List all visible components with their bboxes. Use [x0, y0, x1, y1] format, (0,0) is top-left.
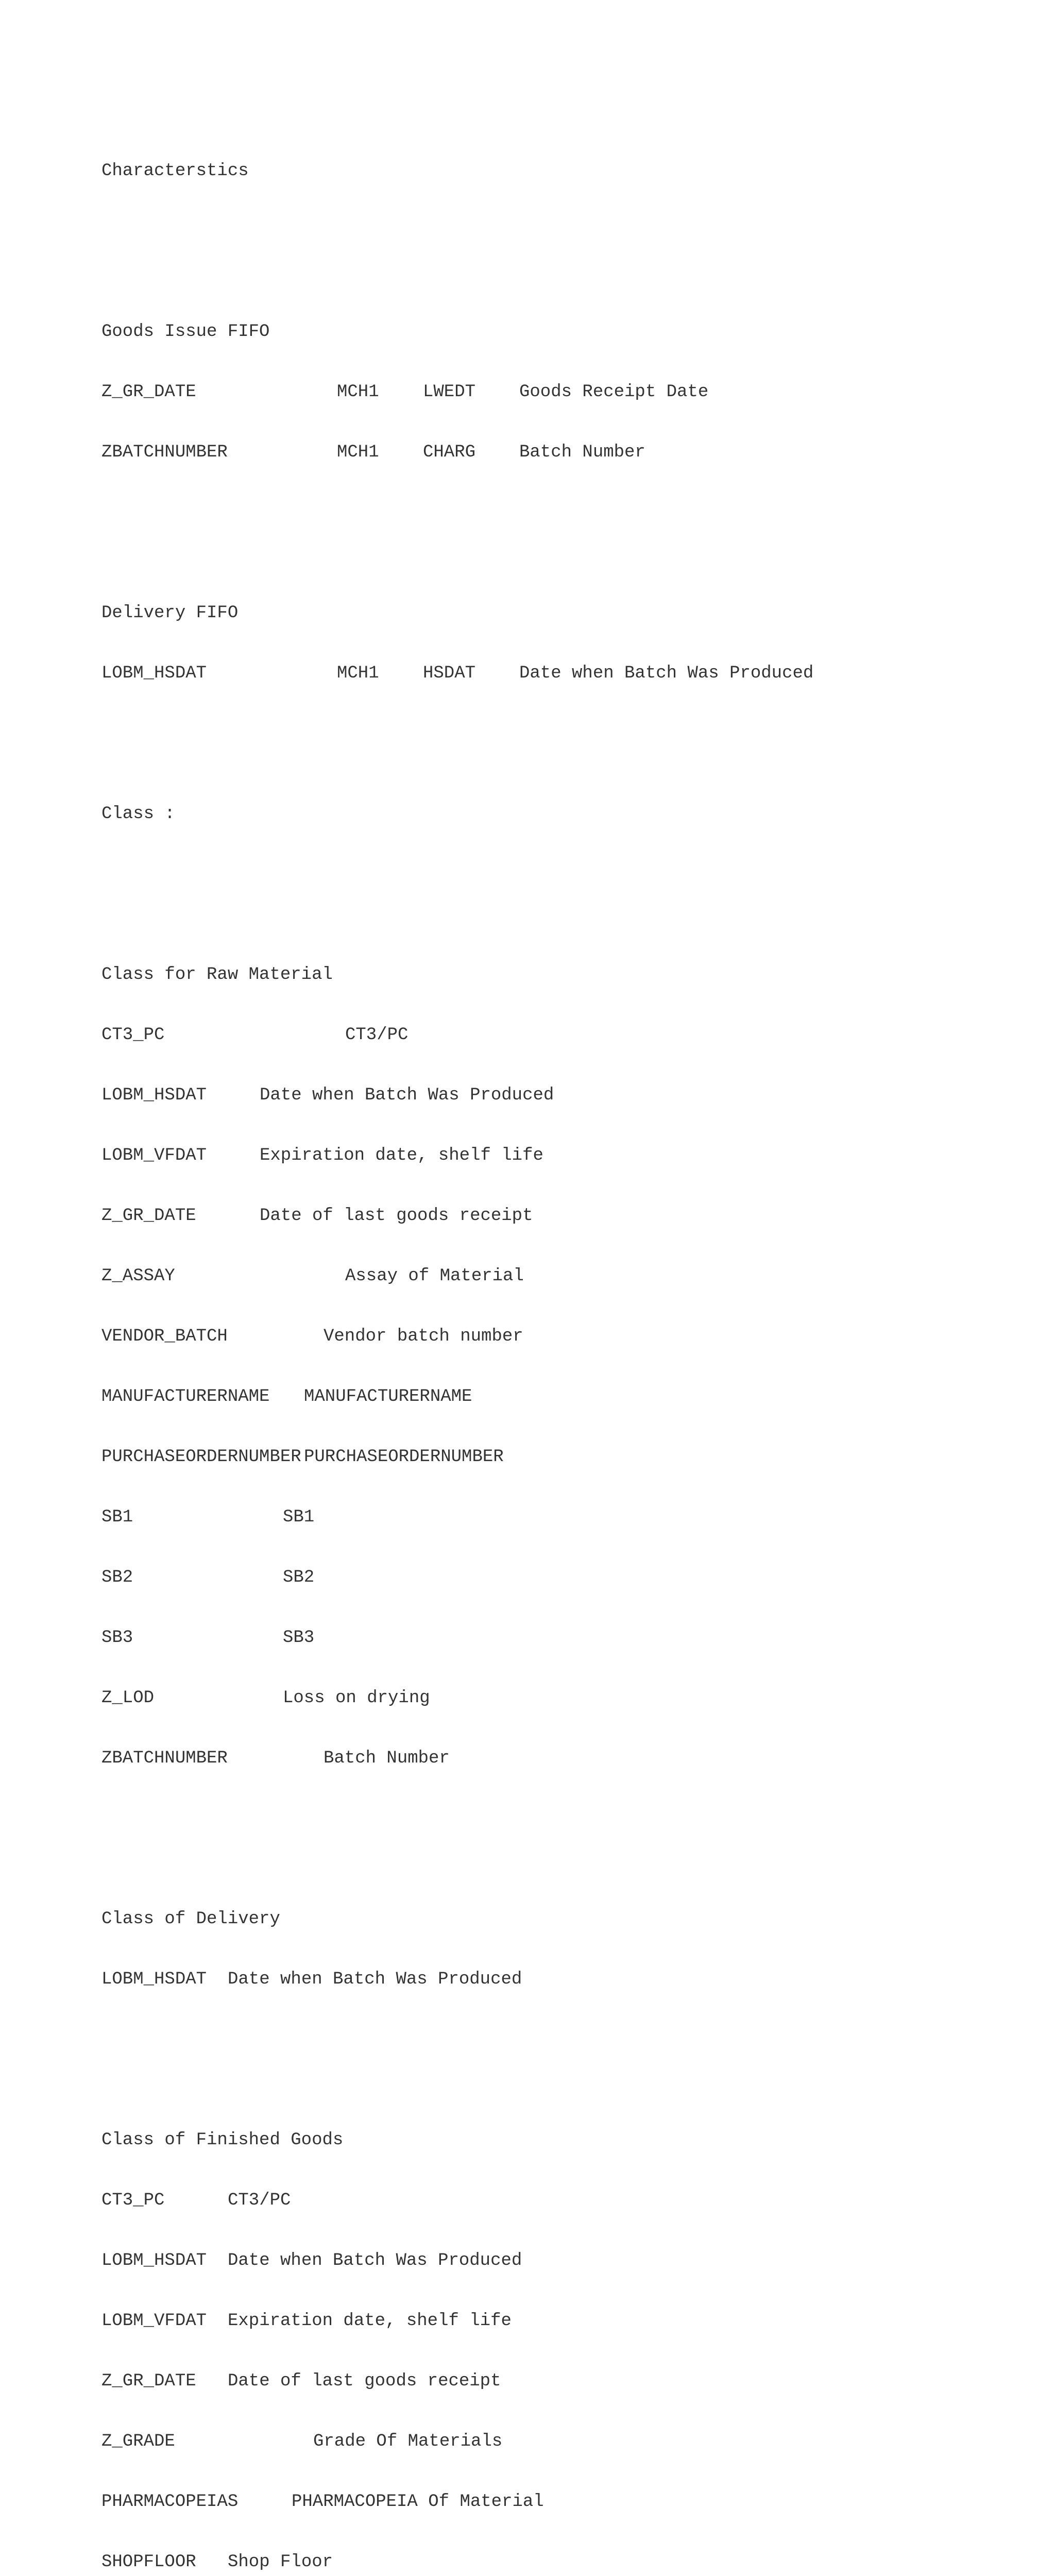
characteristic-description: SB2 [283, 1568, 315, 1587]
characteristic-name: LOBM_HSDAT [101, 1086, 207, 1105]
characteristic-name: Z_GR_DATE [101, 1206, 196, 1226]
list-item [101, 2552, 343, 2572]
section-heading-delivery: Delivery FIFO [101, 603, 239, 623]
table-row [101, 382, 709, 402]
characteristic-name: LOBM_VFDAT [101, 2311, 207, 2331]
table-row [101, 664, 814, 684]
list-item [101, 2191, 343, 2211]
characteristic-name: CT3_PC [101, 1025, 165, 1045]
list-item [101, 2492, 544, 2512]
characteristic-name: PURCHASEORDERNUMBER [101, 1447, 301, 1467]
characteristic-description: Date when Batch Was Produced [228, 1970, 522, 1989]
characteristic-name: LOBM_VFDAT [101, 1146, 207, 1165]
class-label: Class : [101, 804, 175, 824]
characteristic-description: Loss on drying [283, 1688, 430, 1708]
characteristic-name: SB1 [101, 1507, 133, 1527]
characteristic-name: Z_LOD [101, 1688, 155, 1708]
table-name: MCH1 [337, 664, 379, 683]
document-body [101, 101, 814, 2576]
characteristic-description: SB1 [283, 1507, 315, 1527]
characteristic-name: MANUFACTURERNAME [101, 1387, 270, 1406]
field-description: Date when Batch Was Produced [519, 664, 814, 683]
list-item [101, 1628, 343, 1648]
list-item [101, 1146, 543, 1166]
table-name: MCH1 [337, 443, 379, 462]
list-item [101, 2371, 501, 2392]
characteristic-name: CT3_PC [101, 2191, 165, 2210]
section-heading-class-delivery: Class of Delivery [101, 1909, 280, 1929]
document-title: Characterstics [101, 161, 249, 181]
list-item [101, 1025, 409, 1045]
characteristic-description: Expiration date, shelf life [260, 1146, 543, 1165]
list-item [101, 2311, 512, 2331]
list-item [101, 1447, 504, 1467]
list-item [101, 1507, 343, 1528]
characteristic-description: CT3/PC [228, 2191, 291, 2210]
characteristic-name: Z_GR_DATE [101, 2371, 196, 2391]
characteristic-description: Batch Number [324, 1749, 450, 1768]
characteristic-description: PURCHASEORDERNUMBER [304, 1447, 504, 1467]
list-item [101, 1387, 472, 1407]
list-item [101, 1266, 524, 1286]
characteristic-name: LOBM_HSDAT [101, 1970, 207, 1989]
characteristic-name: LOBM_HSDAT [101, 664, 207, 683]
characteristic-description: CT3/PC [345, 1025, 409, 1045]
characteristic-description: SB3 [283, 1628, 315, 1648]
characteristic-name: VENDOR_BATCH [101, 1327, 228, 1346]
characteristic-description: Expiration date, shelf life [228, 2311, 512, 2331]
characteristic-description: Date of last goods receipt [228, 2371, 501, 2391]
characteristic-description: Date of last goods receipt [260, 1206, 533, 1226]
characteristic-name: Z_ASSAY [101, 1266, 175, 1286]
characteristic-description: Shop Floor [228, 2552, 333, 2572]
list-item [101, 1086, 554, 1106]
table-row [101, 443, 645, 463]
list-item [101, 2432, 503, 2452]
field-description: Batch Number [519, 443, 645, 462]
list-item [101, 1206, 533, 1226]
field-name: HSDAT [423, 664, 476, 683]
characteristic-name: SB2 [101, 1568, 133, 1587]
characteristic-description: Grade Of Materials [313, 2432, 503, 2451]
characteristic-name: SB3 [101, 1628, 133, 1648]
characteristic-description: Vendor batch number [324, 1327, 523, 1346]
field-description: Goods Receipt Date [519, 382, 709, 402]
section-heading-goods-issue: Goods Issue FIFO [101, 322, 270, 342]
characteristic-description: MANUFACTURERNAME [304, 1387, 472, 1406]
characteristic-description: Date when Batch Was Produced [228, 2251, 522, 2270]
characteristic-name: SHOPFLOOR [101, 2552, 196, 2572]
characteristic-name: PHARMACOPEIAS [101, 2492, 239, 2512]
section-heading-finished-goods: Class of Finished Goods [101, 2130, 344, 2150]
table-name: MCH1 [337, 382, 379, 402]
field-name: LWEDT [423, 382, 476, 402]
characteristic-name: Z_GR_DATE [101, 382, 196, 402]
field-name: CHARG [423, 443, 476, 462]
characteristic-description: Assay of Material [345, 1266, 524, 1286]
characteristic-description: PHARMACOPEIA Of Material [292, 2492, 544, 2512]
characteristic-name: LOBM_HSDAT [101, 2251, 207, 2270]
characteristic-name: ZBATCHNUMBER [101, 1749, 228, 1768]
list-item [101, 1970, 522, 1990]
list-item [101, 2251, 522, 2271]
characteristic-name: Z_GRADE [101, 2432, 175, 2451]
list-item [101, 1327, 523, 1347]
list-item [101, 1688, 430, 1708]
characteristic-name: ZBATCHNUMBER [101, 443, 228, 462]
section-heading-raw-material: Class for Raw Material [101, 965, 333, 985]
characteristic-description: Date when Batch Was Produced [260, 1086, 554, 1105]
list-item [101, 1568, 343, 1588]
list-item [101, 1749, 450, 1769]
